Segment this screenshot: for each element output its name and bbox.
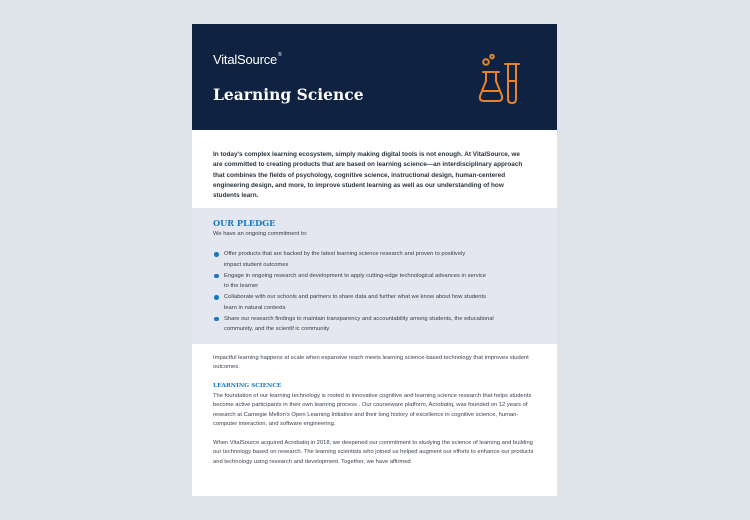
list-item-line: impact student outcomes: [224, 261, 289, 268]
brand-name: VitalSource: [213, 52, 278, 67]
bullet-icon: [214, 274, 219, 279]
pledge-section: [192, 208, 557, 344]
document-page: [192, 24, 557, 496]
intro-paragraph: In today's complex learning ecosystem, simply making digital tools is not enough. At VitalSource, we are committed to creating products that are based on learning science—an interdisciplinary approach that combines the fields of psychology, cognitive science, instructional design, human-centered engineering design, and more, to improve student learning as well as our understanding of how students learn.: [213, 151, 523, 200]
pledge-title: OUR PLEDGE: [213, 218, 276, 228]
body-paragraph-acquisition: When VitalSource acquired Acrobatiq in 2018, we deepened our commitment to studying the science of learning and building our technology based on research. The learning scientists who joined us helped augment our efforts to enhance our products and technology using research and development. Together, we have affirmed: [213, 440, 534, 465]
bullet-icon: [214, 295, 219, 300]
list-item-line: Share our research findings to maintain transparency and accountability among students, the educational: [224, 315, 494, 322]
list-item: [213, 249, 533, 270]
list-item-line: community, and the scientif ic community: [224, 326, 330, 333]
bullet-icon: [214, 317, 219, 322]
section-title-learning-science: LEARNING SCIENCE: [213, 383, 282, 389]
page-title: Learning Science: [213, 85, 364, 104]
bullet-icon: [214, 252, 219, 257]
flask-test-tube-icon: [478, 54, 522, 108]
list-item: [213, 314, 533, 335]
list-item: [213, 271, 533, 292]
list-item-line: Collaborate with our schools and partners to share data and further what we know about how students: [224, 294, 486, 301]
page-header: [192, 24, 557, 130]
list-item-line: to the learner: [224, 283, 259, 290]
list-item-line: learn in natural contexts: [224, 304, 286, 311]
pledge-subtitle: We have an ongoing commitment to:: [213, 231, 308, 237]
body-paragraph-impact: Impactful learning happens at scale when expansive reach meets learning science-based technology that improves student outcomes.: [213, 355, 529, 371]
body-paragraph-foundation: The foundation of our learning technology is rooted in innovative cognitive and learning science research that helps students become active participants in their own learning process . Our courseware platform, Acrobatiq, was founded on 12 years of research at Carnegie Mellon's Open Learning Initiative and their long history of excellence in cognitive science, human-computer interaction, and software engineering.: [213, 393, 532, 427]
list-item-line: Offer products that are backed by the latest learning science research and proven to positively: [224, 251, 466, 257]
brand-logo: [213, 52, 282, 67]
list-item-line: Engage in ongoing research and development to apply cutting-edge technological advances in service: [224, 272, 487, 279]
pledge-list: [213, 249, 533, 335]
list-item: [213, 292, 533, 313]
registered-mark: ®: [278, 52, 282, 58]
